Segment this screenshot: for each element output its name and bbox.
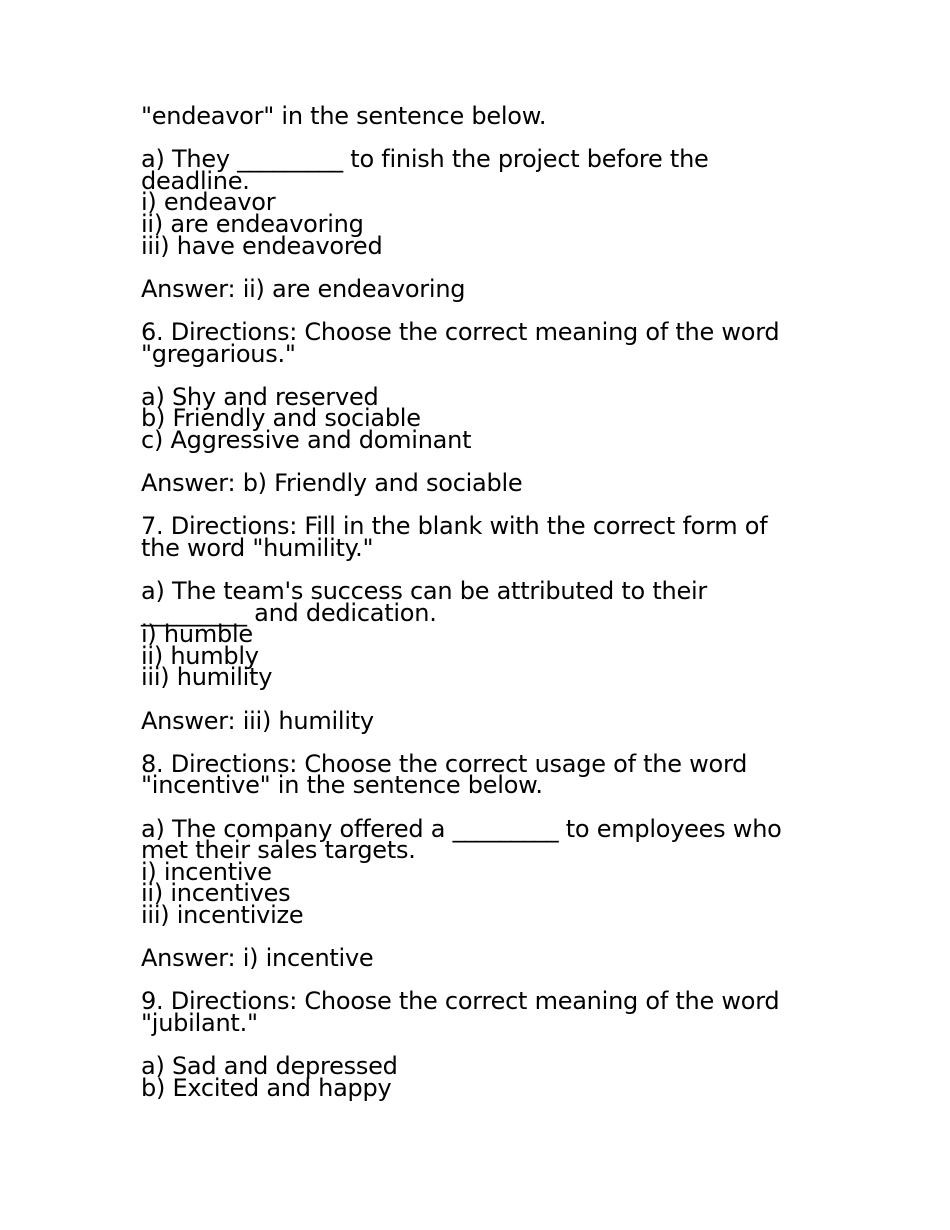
text-line: a) Sad and depressed xyxy=(141,1052,398,1081)
paragraph xyxy=(141,1052,821,1102)
paragraph xyxy=(141,814,821,929)
paragraph xyxy=(141,145,821,260)
text-line: a) The team's success can be attributed to their xyxy=(141,577,708,606)
text-line: ii) are endeavoring xyxy=(141,209,364,238)
text-line: ii) incentives xyxy=(141,879,291,908)
text-line: deadline. xyxy=(141,166,250,195)
text-line: b) Friendly and sociable xyxy=(141,404,421,433)
text-line: the word "humility." xyxy=(141,533,374,562)
text-line: iii) humility xyxy=(141,663,273,692)
text-line: b) Excited and happy xyxy=(141,1073,392,1102)
text-line: iii) have endeavored xyxy=(141,231,383,260)
text-line: i) incentive xyxy=(141,857,272,886)
paragraph xyxy=(141,382,821,454)
text-line: Answer: b) Friendly and sociable xyxy=(141,469,523,498)
paragraph xyxy=(141,102,821,130)
paragraph xyxy=(141,987,821,1037)
paragraph xyxy=(141,512,821,562)
paragraph xyxy=(141,944,821,973)
text-line: a) They _________ to finish the project before the xyxy=(141,145,709,174)
text-line: "endeavor" in the sentence below. xyxy=(141,102,547,130)
paragraph xyxy=(141,706,821,735)
text-line: 8. Directions: Choose the correct usage of the word xyxy=(141,749,748,778)
text-line: a) The company offered a _________ to employees who xyxy=(141,814,782,843)
text-line: Answer: ii) are endeavoring xyxy=(141,274,466,303)
text-line: "gregarious." xyxy=(141,339,296,368)
text-line: iii) incentivize xyxy=(141,900,304,929)
text-line: _________ and dedication. xyxy=(141,598,437,627)
text-line: 6. Directions: Choose the correct meaning of the word xyxy=(141,317,780,346)
paragraph xyxy=(141,274,821,303)
text-line: i) humble xyxy=(141,620,253,649)
paragraph xyxy=(141,317,821,368)
text-line: c) Aggressive and dominant xyxy=(141,425,472,454)
paragraph xyxy=(141,469,821,498)
text-line: ii) humbly xyxy=(141,641,259,670)
text-line: a) Shy and reserved xyxy=(141,382,379,411)
document-body xyxy=(141,102,821,1121)
text-line: 9. Directions: Choose the correct meaning of the word xyxy=(141,987,780,1016)
text-line: Answer: i) incentive xyxy=(141,944,374,973)
text-line: met their sales targets. xyxy=(141,836,416,865)
paragraph xyxy=(141,577,821,692)
text-line: i) endeavor xyxy=(141,188,276,217)
text-line: 7. Directions: Fill in the blank with the correct form of xyxy=(141,512,768,541)
text-line: Answer: iii) humility xyxy=(141,706,374,735)
text-line: "jubilant." xyxy=(141,1008,258,1037)
paragraph xyxy=(141,749,821,800)
text-line: "incentive" in the sentence below. xyxy=(141,771,543,800)
